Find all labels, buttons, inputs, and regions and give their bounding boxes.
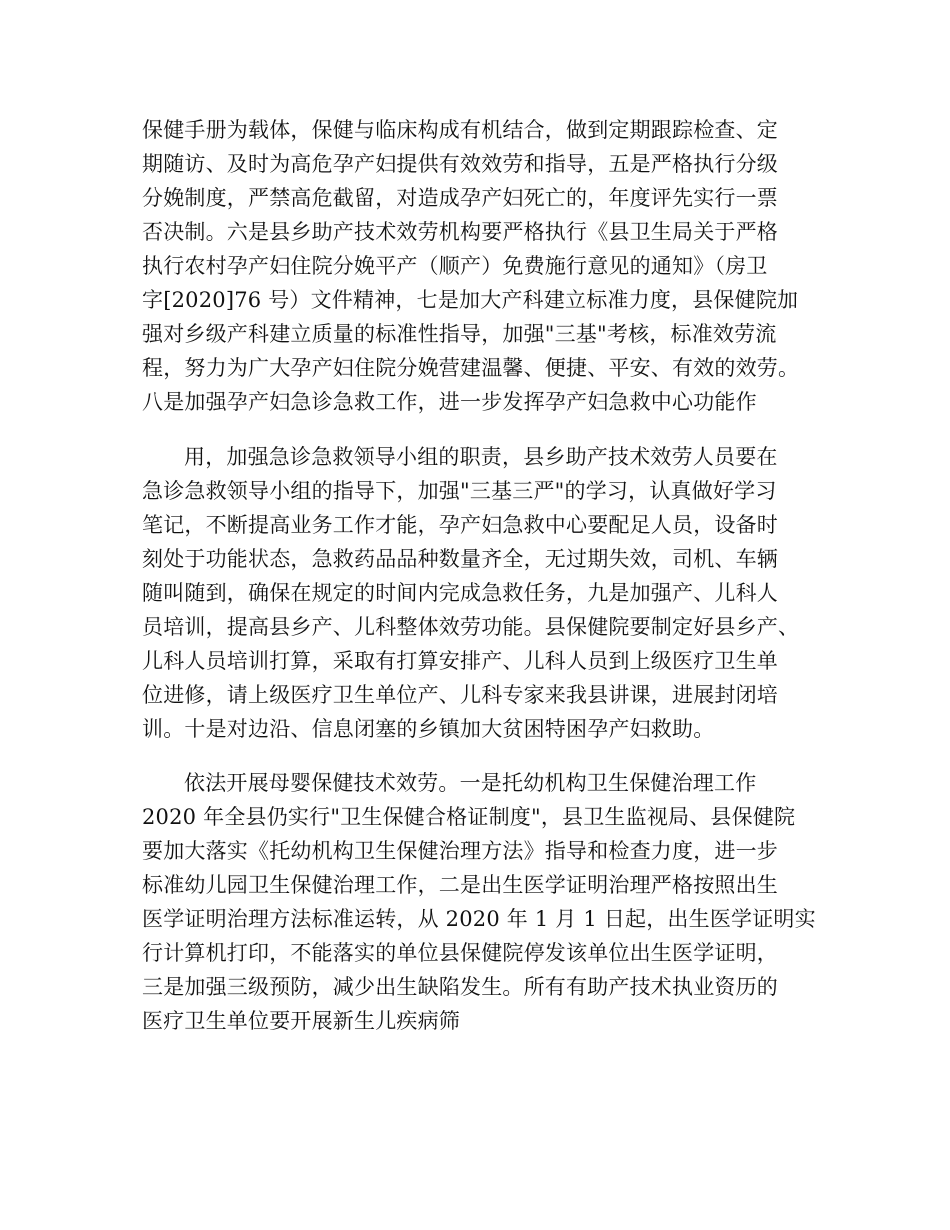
text-line: 用，加强急诊急救领导小组的职责，县乡助产技术效劳人员要在	[184, 445, 778, 469]
paragraph-2	[142, 440, 832, 746]
text-line: 依法开展母婴保健技术效劳。一是托幼机构卫生保健治理工作	[184, 771, 757, 795]
text-line: 期随访、及时为高危孕产妇提供有效效劳和指导，五是严格执行分级	[142, 152, 778, 176]
text-line: 笔记，不断提高业务工作才能，孕产妇急救中心要配足人员，设备时	[142, 513, 778, 537]
text-line: 行计算机打印，不能落实的单位县保健院停发该单位出生医学证明，	[142, 941, 778, 965]
text-line: 要加大落实《托幼机构卫生保健治理方法》指导和检查力度，进一步	[142, 839, 778, 863]
text-line: 三是加强三级预防，减少出生缺陷发生。所有有助产技术执业资历的	[142, 975, 778, 999]
paragraph-1	[142, 113, 832, 419]
text-line: 否决制。六是县乡助产技术效劳机构要严格执行《县卫生局关于严格	[142, 220, 778, 244]
text-line: 儿科人员培训打算，采取有打算安排产、儿科人员到上级医疗卫生单	[142, 649, 778, 673]
text-line: 执行农村孕产妇住院分娩平产（顺产）免费施行意见的通知》（房卫	[142, 254, 768, 278]
text-line: 八是加强孕产妇急诊急救工作，进一步发挥孕产妇急救中心功能作	[142, 390, 757, 414]
text-line: 员培训，提高县乡产、儿科整体效劳功能。县保健院要制定好县乡产、	[142, 615, 800, 639]
text-line: 分娩制度，严禁高危截留，对造成孕产妇死亡的，年度评先实行一票	[142, 186, 778, 210]
text-line: 标准幼儿园卫生保健治理工作，二是出生医学证明治理严格按照出生	[142, 873, 778, 897]
text-line: 程，努力为广大孕产妇住院分娩营建温馨、便捷、平安、有效的效劳。	[142, 356, 800, 380]
text-line: 位进修，请上级医疗卫生单位产、儿科专家来我县讲课，进展封闭培	[142, 683, 778, 707]
text-line: 随叫随到，确保在规定的时间内完成急救任务，九是加强产、儿科人	[142, 581, 778, 605]
text-line: 医学证明治理方法标准运转，从 2020 年 1 月 1 日起，出生医学证明实	[142, 907, 816, 931]
text-line: 2020 年全县仍实行"卫生保健合格证制度"，县卫生监视局、县保健院	[142, 805, 796, 829]
text-line: 刻处于功能状态，急救药品品种数量齐全，无过期失效，司机、车辆	[142, 547, 778, 571]
text-line: 强对乡级产科建立质量的标准性指导，加强"三基"考核，标准效劳流	[142, 322, 777, 346]
text-line: 医疗卫生单位要开展新生儿疾病筛	[142, 1009, 460, 1033]
text-line: 保健手册为载体，保健与临床构成有机结合，做到定期跟踪检查、定	[142, 118, 778, 142]
text-line: 训。十是对边沿、信息闭塞的乡镇加大贫困特困孕产妇救助。	[142, 717, 715, 741]
text-line: 字[2020]76 号）文件精神，七是加大产科建立标准力度，县保健院加	[142, 288, 799, 312]
paragraph-3	[142, 766, 832, 1038]
text-line: 急诊急救领导小组的指导下，加强"三基三严"的学习，认真做好学习	[142, 479, 777, 503]
